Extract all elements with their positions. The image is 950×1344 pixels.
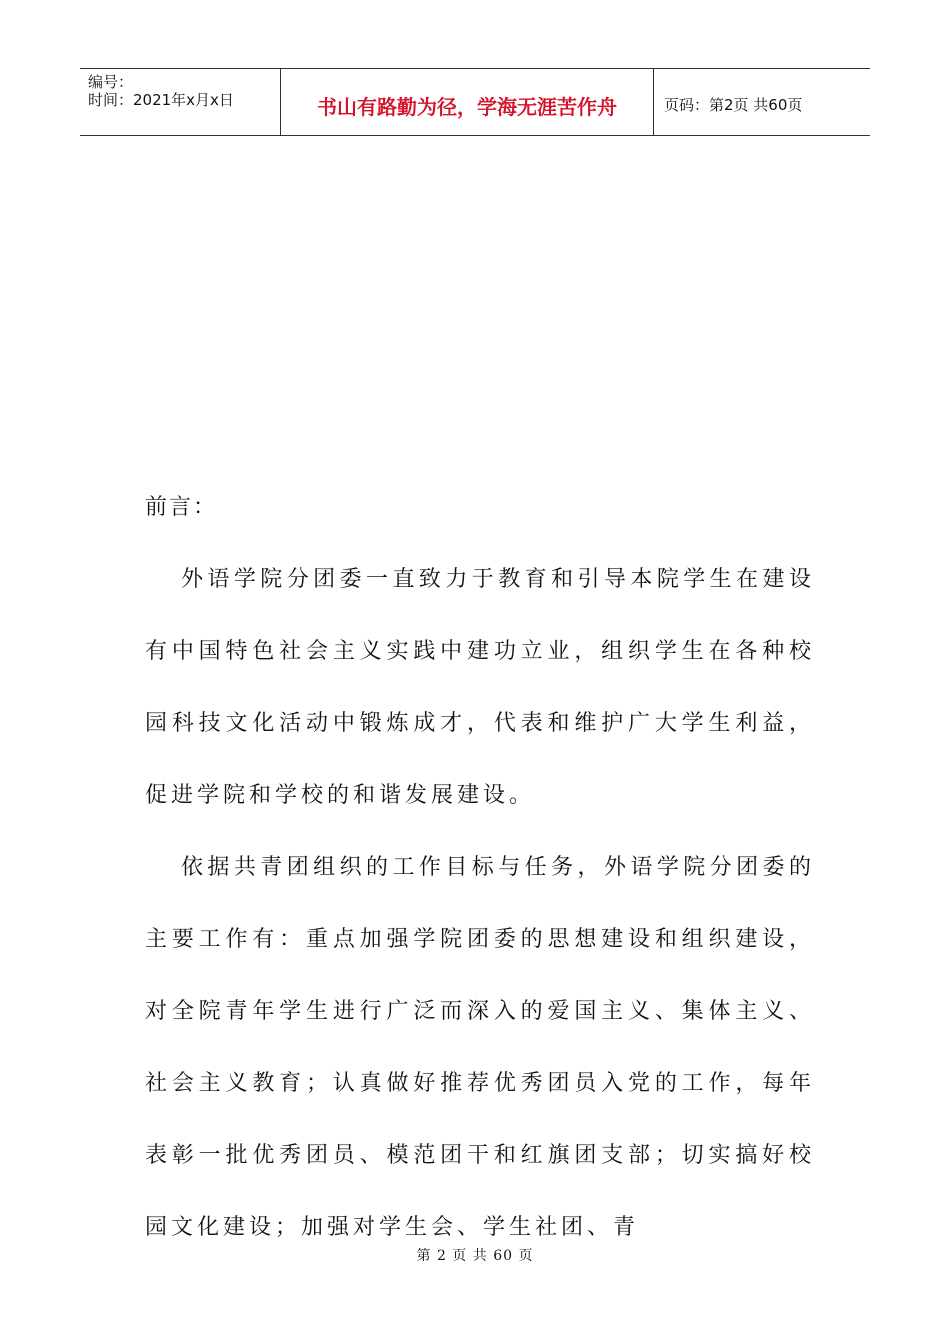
document-body <box>145 472 815 1264</box>
header-meta-cell <box>80 69 281 135</box>
section-heading: 前言： <box>145 495 218 520</box>
header-page-cell <box>654 69 870 135</box>
paragraph: 依据共青团组织的工作目标与任务，外语学院分团委的主要工作有：重点加强学院团委的思想建设和组织建设，对全院青年学生进行广泛而深入的爱国主义、集体主义、社会主义教育；认真做好推荐优秀团员入党的工作，每年表彰一批优秀团员、模范团干和红旗团支部；切实搞好校园文化建设；加强对学生会、学生社团、青 <box>145 855 815 1240</box>
number-label: 编号： <box>88 73 134 91</box>
header-motto-cell <box>281 69 654 135</box>
motto-text: 书山有路勤为径，学海无涯苦作舟 <box>317 94 617 119</box>
document-header <box>80 68 870 136</box>
time-label: 时间：2021年x月x日 <box>88 91 234 109</box>
page-info: 页码：第2页 共60页 <box>664 95 803 114</box>
paragraph: 外语学院分团委一直致力于教育和引导本院学生在建设有中国特色社会主义实践中建功立业，组织学生在各种校园科技文化活动中锻炼成才，代表和维护广大学生利益，促进学院和学校的和谐发展建设。 <box>145 567 815 808</box>
page-footer: 第 2 页 共 60 页 <box>416 1248 534 1264</box>
